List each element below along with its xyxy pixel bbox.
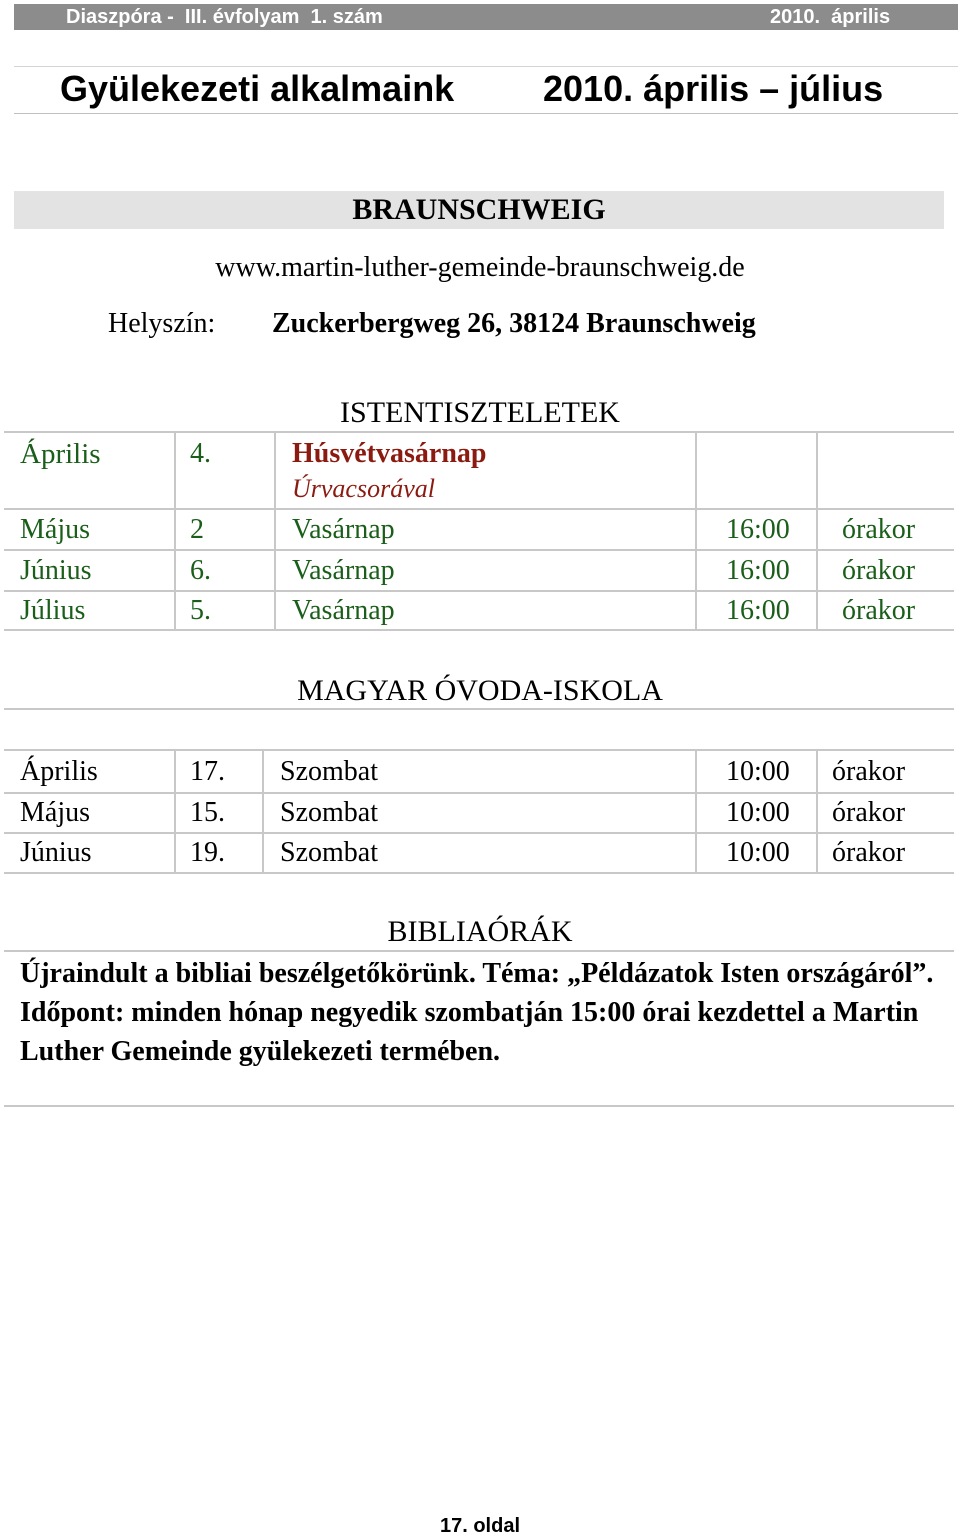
- services-heading: ISTENTISZTELETEK: [340, 396, 620, 429]
- bible-heading: BIBLIAÓRÁK: [387, 915, 573, 948]
- page-title: Gyülekezeti alkalmaink: [60, 68, 455, 109]
- service-note: Úrvacsorával: [292, 474, 435, 503]
- table-rule: [816, 431, 818, 631]
- service-day: 2: [190, 514, 204, 545]
- table-rule: [816, 749, 818, 874]
- city-heading: BRAUNSCHWEIG: [352, 193, 606, 226]
- school-suffix: órakor: [832, 837, 906, 868]
- section-rule: [4, 950, 954, 952]
- school-weekday: Szombat: [280, 797, 378, 828]
- service-suffix: órakor: [842, 514, 916, 545]
- school-day: 17.: [190, 756, 225, 787]
- service-suffix: órakor: [842, 555, 916, 586]
- bible-description: Újraindult a bibliai beszélgetőkörünk. Téma: „Példázatok Isten országáról”. Időpont: minden hónap negyedik szombatján 15:00 órai kezdettel a Martin Luther Gemeinde gyülekezeti termében.: [20, 958, 934, 1067]
- school-heading: MAGYAR ÓVODA-ISKOLA: [297, 674, 663, 707]
- table-rule: [262, 749, 264, 874]
- school-month: Április: [20, 756, 98, 787]
- service-time: 16:00: [726, 555, 790, 586]
- table-rule: [4, 708, 954, 710]
- service-suffix: órakor: [842, 595, 916, 626]
- school-day: 19.: [190, 837, 225, 868]
- table-rule: [174, 749, 176, 874]
- school-day: 15.: [190, 797, 225, 828]
- table-rule: [695, 431, 697, 631]
- table-rule: [4, 832, 954, 834]
- table-rule: [695, 749, 697, 874]
- location-address: Zuckerbergweg 26, 38124 Braunschweig: [272, 308, 756, 339]
- school-weekday: Szombat: [280, 756, 378, 787]
- school-suffix: órakor: [832, 756, 906, 787]
- table-rule: [4, 590, 954, 592]
- table-rule: [174, 431, 176, 631]
- school-time: 10:00: [726, 756, 790, 787]
- table-rule: [4, 749, 954, 751]
- page-title-period: 2010. április – július: [543, 68, 884, 109]
- table-rule: [4, 508, 954, 510]
- school-time: 10:00: [726, 797, 790, 828]
- table-rule: [4, 872, 954, 874]
- service-day: 6.: [190, 555, 211, 586]
- school-month: Május: [20, 797, 90, 828]
- service-time: 16:00: [726, 514, 790, 545]
- service-name: Húsvétvasárnap: [292, 438, 487, 469]
- service-time: 16:00: [726, 595, 790, 626]
- service-day: 5.: [190, 595, 211, 626]
- service-weekday: Vasárnap: [292, 555, 395, 586]
- service-month: Május: [20, 514, 90, 545]
- service-weekday: Vasárnap: [292, 514, 395, 545]
- website-link[interactable]: www.martin-luther-gemeinde-braunschweig.de: [215, 252, 745, 283]
- service-day: 4.: [190, 438, 211, 469]
- service-month: Június: [20, 555, 92, 586]
- table-rule: [4, 629, 954, 631]
- header-issue: Diaszpóra - III. évfolyam 1. szám: [66, 6, 383, 28]
- school-time: 10:00: [726, 837, 790, 868]
- table-rule: [274, 431, 276, 631]
- table-rule: [4, 431, 954, 433]
- section-rule: [4, 1105, 954, 1107]
- service-month: Április: [20, 438, 101, 470]
- page-number: 17. oldal: [439, 1515, 521, 1537]
- header-date: 2010. április: [770, 6, 891, 28]
- location-label: Helyszín:: [108, 308, 216, 339]
- school-weekday: Szombat: [280, 837, 378, 868]
- school-suffix: órakor: [832, 797, 906, 828]
- table-rule: [4, 792, 954, 794]
- service-month: Július: [20, 595, 86, 626]
- table-rule: [4, 549, 954, 551]
- school-month: Június: [20, 837, 92, 868]
- service-weekday: Vasárnap: [292, 595, 395, 626]
